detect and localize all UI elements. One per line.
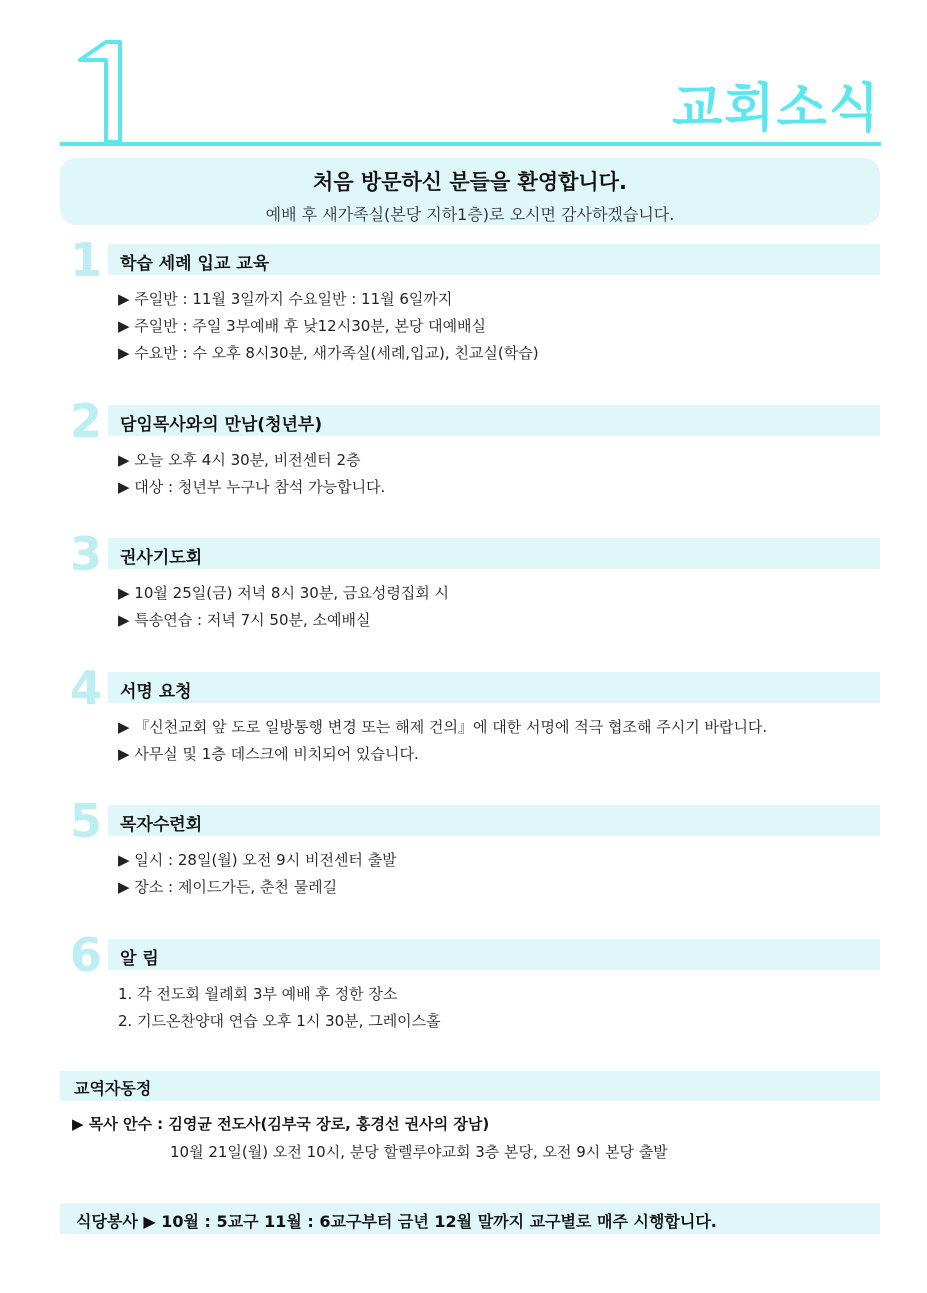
staff-news-details: 10월 21일(월) 오전 10시, 분당 할렐루야교회 3층 본당, 오전 9시 본당 출발 bbox=[170, 1143, 668, 1161]
section-items bbox=[118, 288, 878, 369]
section-items bbox=[118, 449, 878, 503]
header-divider bbox=[60, 142, 881, 146]
welcome-headline: 처음 방문하신 분들을 환영합니다. bbox=[313, 170, 627, 194]
meal-service-text: 식당봉사 ▶ 10월 : 5교구 11월 : 6교구부터 금년 12월 말까지 교구별로 매주 시행합니다. bbox=[76, 1212, 717, 1231]
section-number: 5 bbox=[70, 794, 103, 848]
list-item: ▶ 수요반 : 수 오후 8시30분, 새가족실(세례,입교), 친교실(학습) bbox=[118, 344, 539, 362]
section-header-bar bbox=[108, 805, 880, 836]
section-header-bar bbox=[108, 672, 880, 703]
staff-news-header bbox=[60, 1071, 880, 1101]
section-number: 1 bbox=[70, 233, 103, 287]
list-item: ▶ 주일반 : 주일 3부예배 후 낮12시30분, 본당 대예배실 bbox=[118, 317, 487, 335]
list-item: ▶ 10월 25일(금) 저녁 8시 30분, 금요성령집회 시 bbox=[118, 584, 450, 602]
section-items bbox=[118, 983, 878, 1037]
list-item: ▶ 『신천교회 앞 도로 일방통행 변경 또는 해제 건의』에 대한 서명에 적극 협조해 주시기 바랍니다. bbox=[118, 718, 768, 736]
page-title: 교회소식 bbox=[672, 79, 881, 139]
section-title: 권사기도회 bbox=[120, 548, 203, 568]
list-item: ▶ 일시 : 28일(월) 오전 9시 비전센터 출발 bbox=[118, 851, 397, 869]
section-header-bar bbox=[108, 538, 880, 569]
list-item: ▶ 장소 : 제이드가든, 춘천 물레길 bbox=[118, 878, 338, 896]
section-number: 3 bbox=[70, 527, 103, 581]
list-item: 1. 각 전도회 월례회 3부 예배 후 정한 장소 bbox=[118, 985, 398, 1003]
section-title: 목자수련회 bbox=[120, 815, 203, 835]
section-title: 알 림 bbox=[120, 949, 159, 969]
section-title: 서명 요청 bbox=[120, 682, 192, 702]
staff-news-ordination: ▶ 목사 안수 : 김영균 전도사(김부국 장로, 홍경선 권사의 장남) bbox=[72, 1115, 490, 1133]
list-item: ▶ 오늘 오후 4시 30분, 비전센터 2층 bbox=[118, 451, 361, 469]
page-number-graphic bbox=[72, 38, 132, 148]
section-header-bar bbox=[108, 244, 880, 275]
list-item: ▶ 사무실 및 1층 데스크에 비치되어 있습니다. bbox=[118, 745, 419, 763]
list-item: ▶ 주일반 : 11월 3일까지 수요일반 : 11월 6일까지 bbox=[118, 290, 453, 308]
section-header-bar bbox=[108, 405, 880, 436]
meal-service-banner bbox=[60, 1203, 880, 1234]
list-item: 2. 기드온찬양대 연습 오후 1시 30분, 그레이스홀 bbox=[118, 1012, 441, 1030]
list-item: ▶ 특송연습 : 저녁 7시 50분, 소예배실 bbox=[118, 611, 371, 629]
section-number: 4 bbox=[70, 661, 103, 715]
section-items bbox=[118, 582, 878, 636]
list-item: ▶ 대상 : 청년부 누구나 참석 가능합니다. bbox=[118, 478, 386, 496]
staff-news-title: 교역자동정 bbox=[74, 1079, 152, 1098]
section-header-bar bbox=[108, 939, 880, 970]
section-number: 6 bbox=[70, 928, 103, 982]
welcome-subtext: 예배 후 새가족실(본당 지하1층)로 오시면 감사하겠습니다. bbox=[265, 205, 675, 224]
section-title: 학습 세례 입교 교육 bbox=[120, 254, 270, 274]
section-number: 2 bbox=[70, 394, 103, 448]
section-items bbox=[118, 716, 878, 770]
section-items bbox=[118, 849, 878, 903]
section-title: 담임목사와의 만남(청년부) bbox=[120, 415, 323, 435]
welcome-banner bbox=[60, 158, 880, 225]
